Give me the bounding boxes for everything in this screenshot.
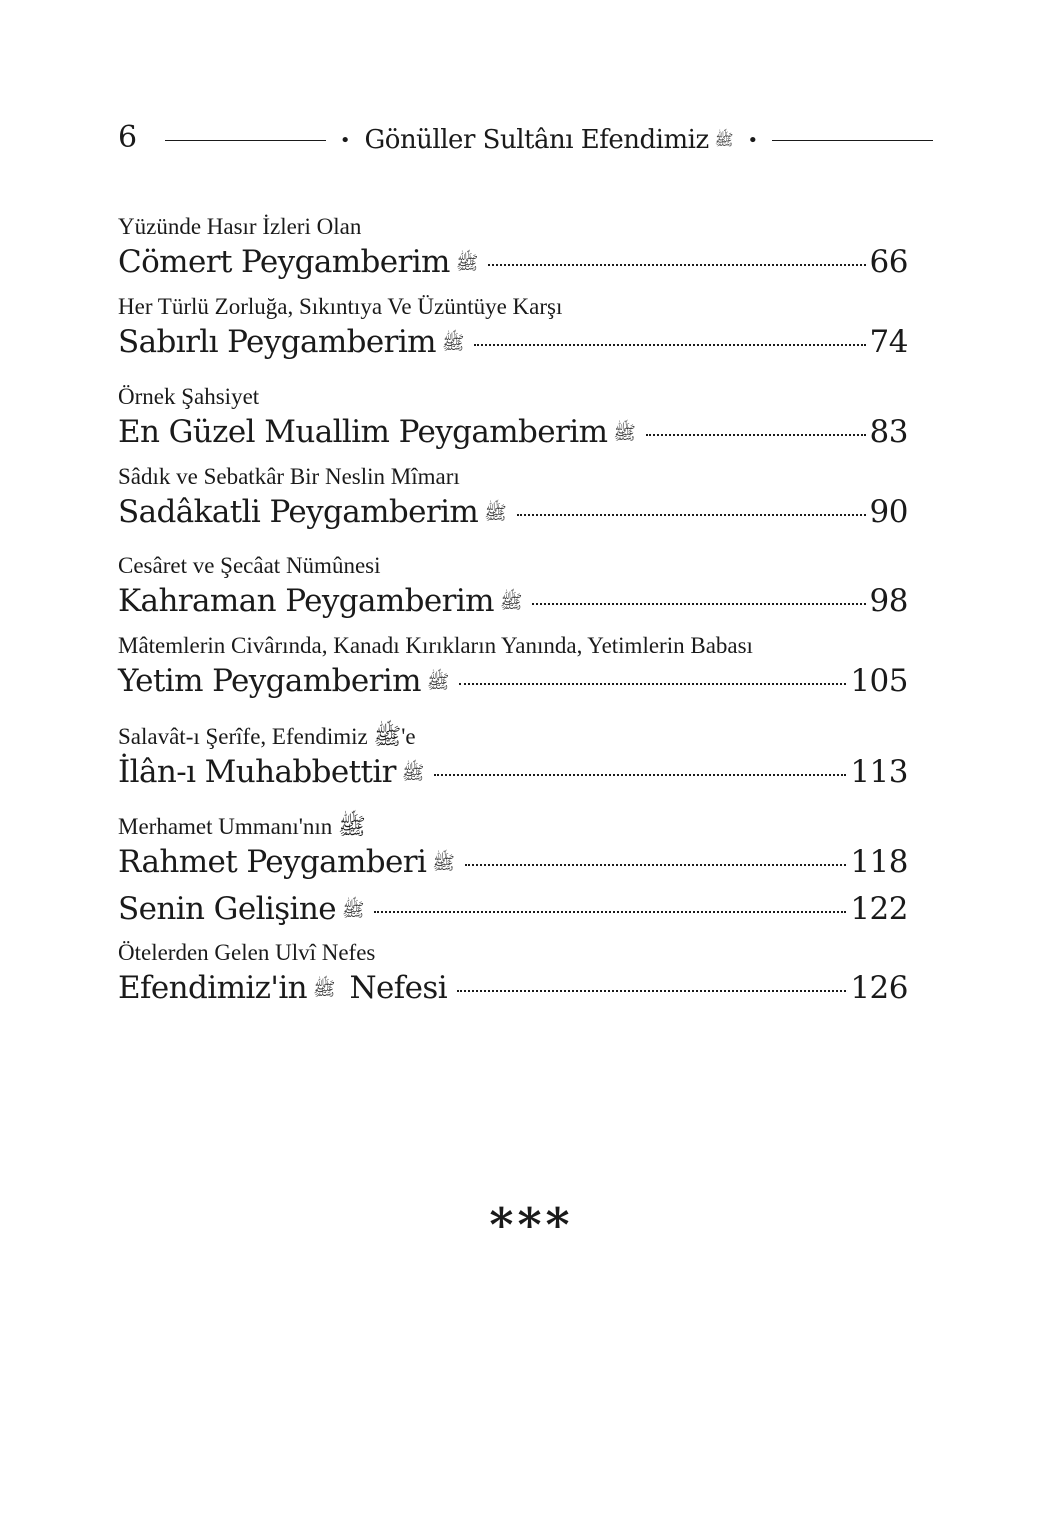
toc-entry[interactable] [118, 240, 908, 284]
header-rule-left [165, 140, 326, 141]
toc-title: Sabırlı Peygamberim [118, 324, 436, 360]
toc-entry[interactable] [118, 490, 908, 534]
toc-page-number: 90 [869, 494, 908, 530]
salawat-symbol-icon: ﷺ [401, 762, 425, 784]
toc-page-number: 122 [850, 891, 908, 927]
dot-leader [459, 683, 846, 685]
dot-leader [646, 434, 866, 436]
toc-subtitle: Salavât-ı Şerîfe, Efendimiz ﷺ'e [118, 724, 416, 749]
toc-page-number: 105 [850, 663, 908, 699]
end-mark: *** [489, 1198, 574, 1252]
toc-page-number: 83 [869, 414, 908, 450]
salawat-symbol-icon: ﷺ [426, 671, 450, 693]
toc-title: Senin Gelişine [118, 891, 336, 927]
toc-page-number: 98 [869, 583, 908, 619]
dot-leader [374, 911, 846, 913]
toc-entry[interactable] [118, 579, 908, 623]
toc-entry[interactable] [118, 887, 908, 931]
dot-leader [532, 603, 865, 605]
dot-leader [434, 774, 846, 776]
header-rule-right [772, 140, 933, 141]
toc-page-number: 126 [850, 970, 908, 1006]
dot-leader [517, 514, 866, 516]
salawat-symbol-icon: ﷺ [455, 252, 479, 274]
header-bullet-right: • [747, 129, 759, 151]
toc-subtitle: Her Türlü Zorluğa, Sıkıntıya Ve Üzüntüye Karşı [118, 294, 563, 319]
salawat-symbol-icon: ﷺ [341, 899, 365, 921]
dot-leader [488, 264, 865, 266]
toc-title: Rahmet Peygamberi [118, 844, 427, 880]
toc-subtitle: Ötelerden Gelen Ulvî Nefes [118, 940, 376, 965]
toc-page-number: 66 [869, 244, 908, 280]
toc-title-continued: Nefesi [349, 970, 448, 1006]
toc-page-number: 118 [850, 844, 908, 880]
toc-entry[interactable] [118, 840, 908, 884]
page-number: 6 [118, 120, 138, 155]
toc-title: Yetim Peygamberim [118, 663, 421, 699]
toc-subtitle: Yüzünde Hasır İzleri Olan [118, 214, 362, 239]
toc-page-number: 74 [869, 324, 908, 360]
toc-title: İlân-ı Muhabbettir [118, 754, 396, 790]
salawat-symbol-icon: ﷺ [441, 332, 465, 354]
toc-page-number: 113 [850, 754, 908, 790]
toc-title: Kahraman Peygamberim [118, 583, 494, 619]
salawat-symbol-icon: ﷺ [313, 978, 336, 1000]
salawat-symbol-icon: ﷺ [499, 591, 523, 613]
dot-leader [465, 864, 847, 866]
running-header [165, 120, 933, 160]
salawat-symbol-icon: ﷺ [714, 130, 734, 149]
header-title-text: Gönüller Sultânı Efendimiz [364, 125, 709, 155]
salawat-symbol-icon: ﷺ [484, 502, 507, 524]
toc-entry[interactable] [118, 966, 908, 1010]
dot-leader [474, 344, 865, 346]
toc-entry[interactable] [118, 659, 908, 703]
toc-subtitle: Örnek Şahsiyet [118, 384, 260, 409]
toc-entry[interactable] [118, 750, 908, 794]
toc-subtitle: Merhamet Ummanı'nın ﷺ [118, 814, 366, 839]
toc-subtitle: Mâtemlerin Civârında, Kanadı Kırıkların Yanında, Yetimlerin Babası [118, 633, 753, 658]
toc-entry[interactable] [118, 410, 908, 454]
salawat-symbol-icon: ﷺ [432, 852, 455, 874]
toc-subtitle: Sâdık ve Sebatkâr Bir Neslin Mîmarı [118, 464, 460, 489]
toc-title: Sadâkatli Peygamberim [118, 494, 479, 530]
dot-leader [457, 990, 846, 992]
toc-title: Cömert Peygamberim [118, 244, 450, 280]
toc-subtitle: Cesâret ve Şecâat Nümûnesi [118, 553, 381, 578]
toc-title: En Güzel Muallim Peygamberim [118, 414, 608, 450]
toc-title: Efendimiz'in [118, 970, 308, 1006]
header-bullet-left: • [339, 129, 351, 151]
toc-entry[interactable] [118, 320, 908, 364]
header-title [365, 125, 734, 155]
salawat-symbol-icon: ﷺ [613, 422, 636, 444]
